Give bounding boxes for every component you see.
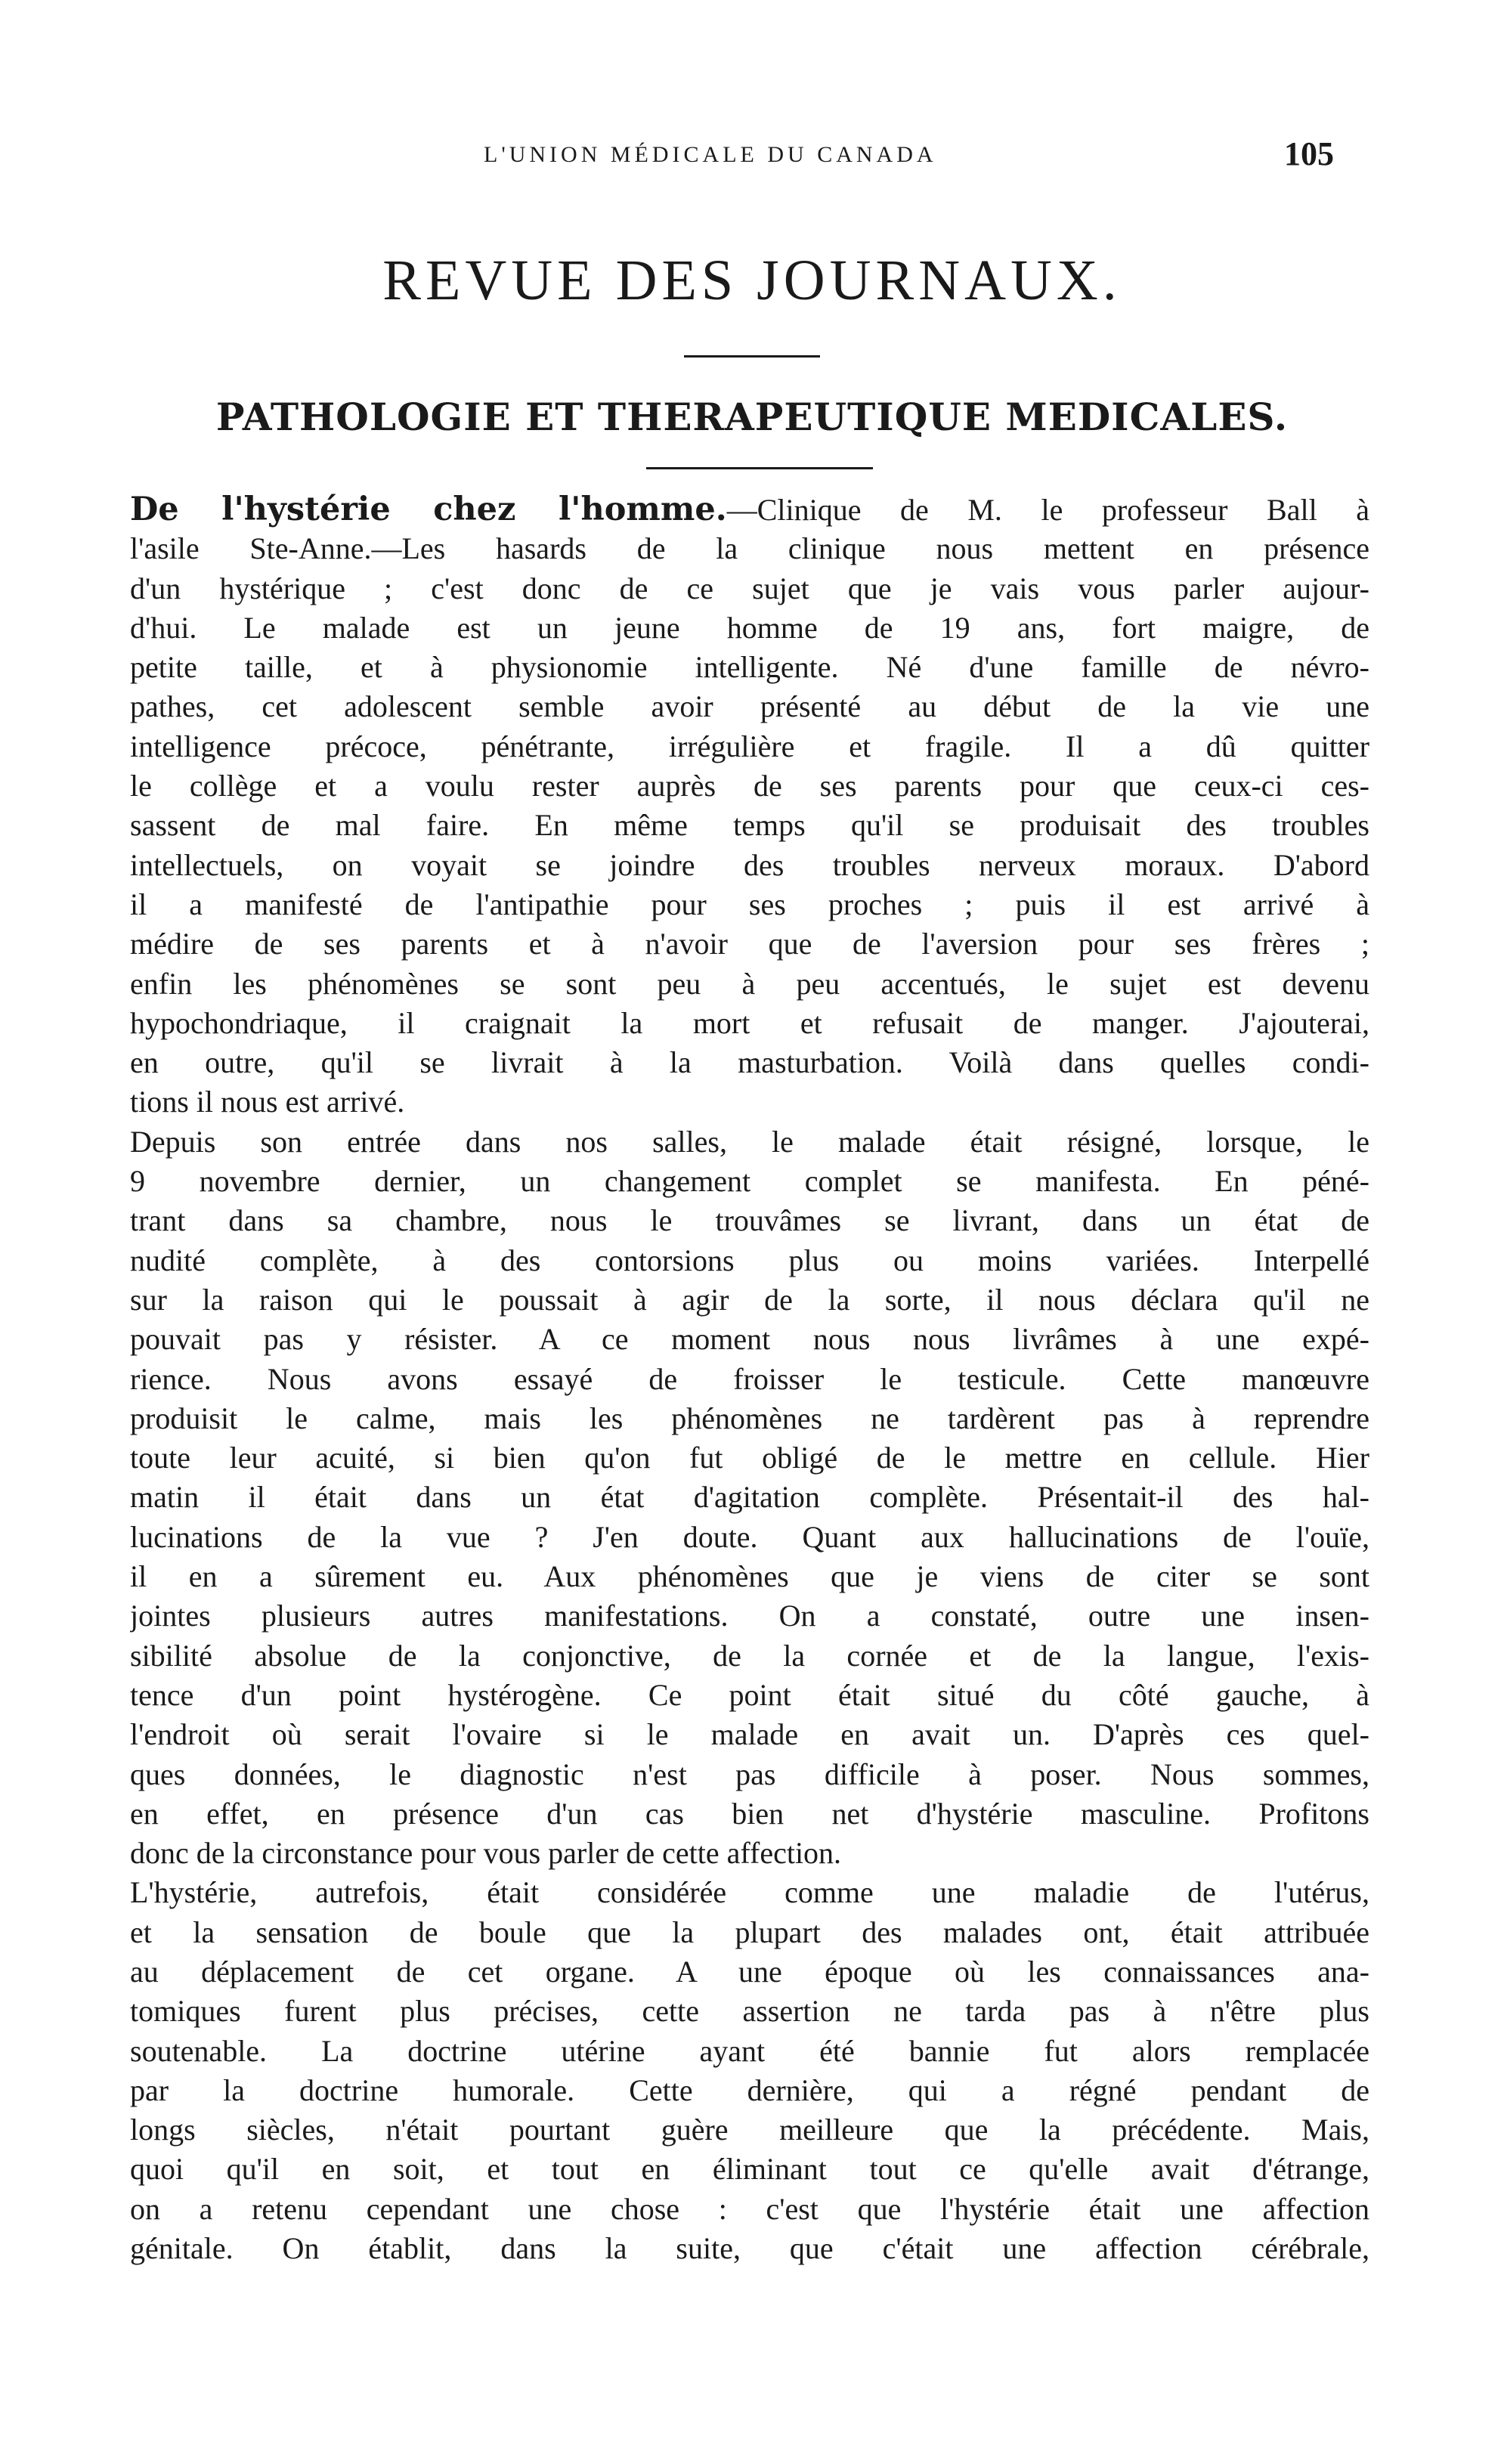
text-line: par la doctrine humorale. Cette dernière, qui a régné pendant de [130, 2072, 1369, 2107]
text-line: au déplacement de cet organe. A une époque où les connaissances ana- [130, 1954, 1369, 1989]
page-number: 105 [1284, 135, 1334, 172]
divider-rule [646, 467, 873, 469]
article-body [130, 490, 1369, 2268]
text-line [130, 490, 1369, 529]
text-line: et la sensation de boule que la plupart des malades ont, était attribuée [130, 1915, 1369, 1949]
text-line: l'asile Ste-Anne.—Les hasards de la clinique nous mettent en présence [130, 531, 1369, 566]
text-line: tomiques furent plus précises, cette assertion ne tarda pas à n'être plus [130, 1994, 1369, 2029]
text-line: le collège et a voulu rester auprès de ses parents pour que ceux-ci ces- [130, 769, 1369, 803]
text-line: produisit le calme, mais les phénomènes ne tardèrent pas à reprendre [130, 1401, 1369, 1435]
section-title: REVUE DES JOURNAUX. [382, 249, 1122, 312]
line-text: —Clinique de M. le professeur Ball à [726, 493, 1369, 527]
text-line: il a manifesté de l'antipathie pour ses proches ; puis il est arrivé à [130, 887, 1369, 921]
text-line: longs siècles, n'était pourtant guère meilleure que la précédente. Mais, [130, 2113, 1369, 2147]
text-line: d'hui. Le malade est un jeune homme de 19 ans, fort maigre, de [130, 610, 1369, 645]
text-line: nudité complète, à des contorsions plus ou moins variées. Interpellé [130, 1243, 1369, 1277]
text-line: petite taille, et à physionomie intelligente. Né d'une famille de névro- [130, 650, 1369, 685]
text-line: soutenable. La doctrine utérine ayant été bannie fut alors remplacée [130, 2033, 1369, 2068]
text-line: enfin les phénomènes se sont peu à peu accentués, le sujet est devenu [130, 966, 1369, 1001]
journal-name: L'UNION MÉDICALE DU CANADA [484, 142, 937, 167]
text-line: intellectuels, on voyait se joindre des troubles nerveux moraux. D'abord [130, 847, 1369, 882]
text-line: quoi qu'il en soit, et tout en éliminant tout ce qu'elle avait d'étrange, [130, 2152, 1369, 2187]
text-line: L'hystérie, autrefois, était considérée comme une maladie de l'utérus, [130, 1875, 1369, 1910]
divider-rule [684, 355, 820, 358]
text-line: ques données, le diagnostic n'est pas difficile à poser. Nous sommes, [130, 1757, 1369, 1791]
text-line: hypochondriaque, il craignait la mort et refusait de manger. J'ajouterai, [130, 1005, 1369, 1040]
text-line: toute leur acuité, si bien qu'on fut obligé de le mettre en cellule. Hier [130, 1441, 1369, 1475]
text-line: en outre, qu'il se livrait à la masturbation. Voilà dans quelles condi- [130, 1045, 1369, 1080]
text-line: jointes plusieurs autres manifestations. On a constaté, outre une insen- [130, 1599, 1369, 1633]
text-line: sibilité absolue de la conjonctive, de la cornée et de la langue, l'exis- [130, 1638, 1369, 1673]
text-line: 9 novembre dernier, un changement complet se manifesta. En péné- [130, 1164, 1369, 1199]
text-line: sur la raison qui le poussait à agir de la sorte, il nous déclara qu'il ne [130, 1282, 1369, 1317]
text-line: l'endroit où serait l'ovaire si le malade en avait un. D'après ces quel- [130, 1717, 1369, 1752]
text-line: on a retenu cependant une chose : c'est que l'hystérie était une affection [130, 2191, 1369, 2226]
text-line: il en a sûrement eu. Aux phénomènes que je viens de citer se sont [130, 1559, 1369, 1594]
text-line: matin il était dans un état d'agitation complète. Présentait-il des hal- [130, 1480, 1369, 1515]
subsection-title: PATHOLOGIE ET THERAPEUTIQUE MEDICALES. [215, 395, 1289, 439]
article-heading: De l'hystérie chez l'homme. [130, 491, 727, 528]
text-line: trant dans sa chambre, nous le trouvâmes se livrant, dans un état de [130, 1203, 1369, 1238]
text-line: tence d'un point hystérogène. Ce point était situé du côté gauche, à [130, 1677, 1369, 1712]
text-line: pouvait pas y résister. A ce moment nous nous livrâmes à une expé- [130, 1322, 1369, 1357]
text-line: d'un hystérique ; c'est donc de ce sujet que je vais vous parler aujour- [130, 571, 1369, 605]
text-line: rience. Nous avons essayé de froisser le testicule. Cette manœuvre [130, 1361, 1369, 1396]
text-line: génitale. On établit, dans la suite, que c'était une affection cérébrale, [130, 2231, 1369, 2266]
text-line: lucinations de la vue ? J'en doute. Quant aux hallucinations de l'ouïe, [130, 1519, 1369, 1554]
text-line: intelligence précoce, pénétrante, irrégulière et fragile. Il a dû quitter [130, 729, 1369, 763]
text-line: Depuis son entrée dans nos salles, le malade était résigné, lorsque, le [130, 1124, 1369, 1159]
running-head [0, 135, 1504, 187]
text-line: pathes, cet adolescent semble avoir présenté au début de la vie une [130, 689, 1369, 724]
text-line: en effet, en présence d'un cas bien net d'hystérie masculine. Profitons [130, 1796, 1369, 1831]
text-line: médire de ses parents et à n'avoir que de l'aversion pour ses frères ; [130, 927, 1369, 961]
text-line: tions il nous est arrivé. [130, 1085, 405, 1119]
text-line: sassent de mal faire. En même temps qu'il se produisait des troubles [130, 808, 1369, 843]
text-line: donc de la circonstance pour vous parler de cette affection. [130, 1836, 842, 1871]
